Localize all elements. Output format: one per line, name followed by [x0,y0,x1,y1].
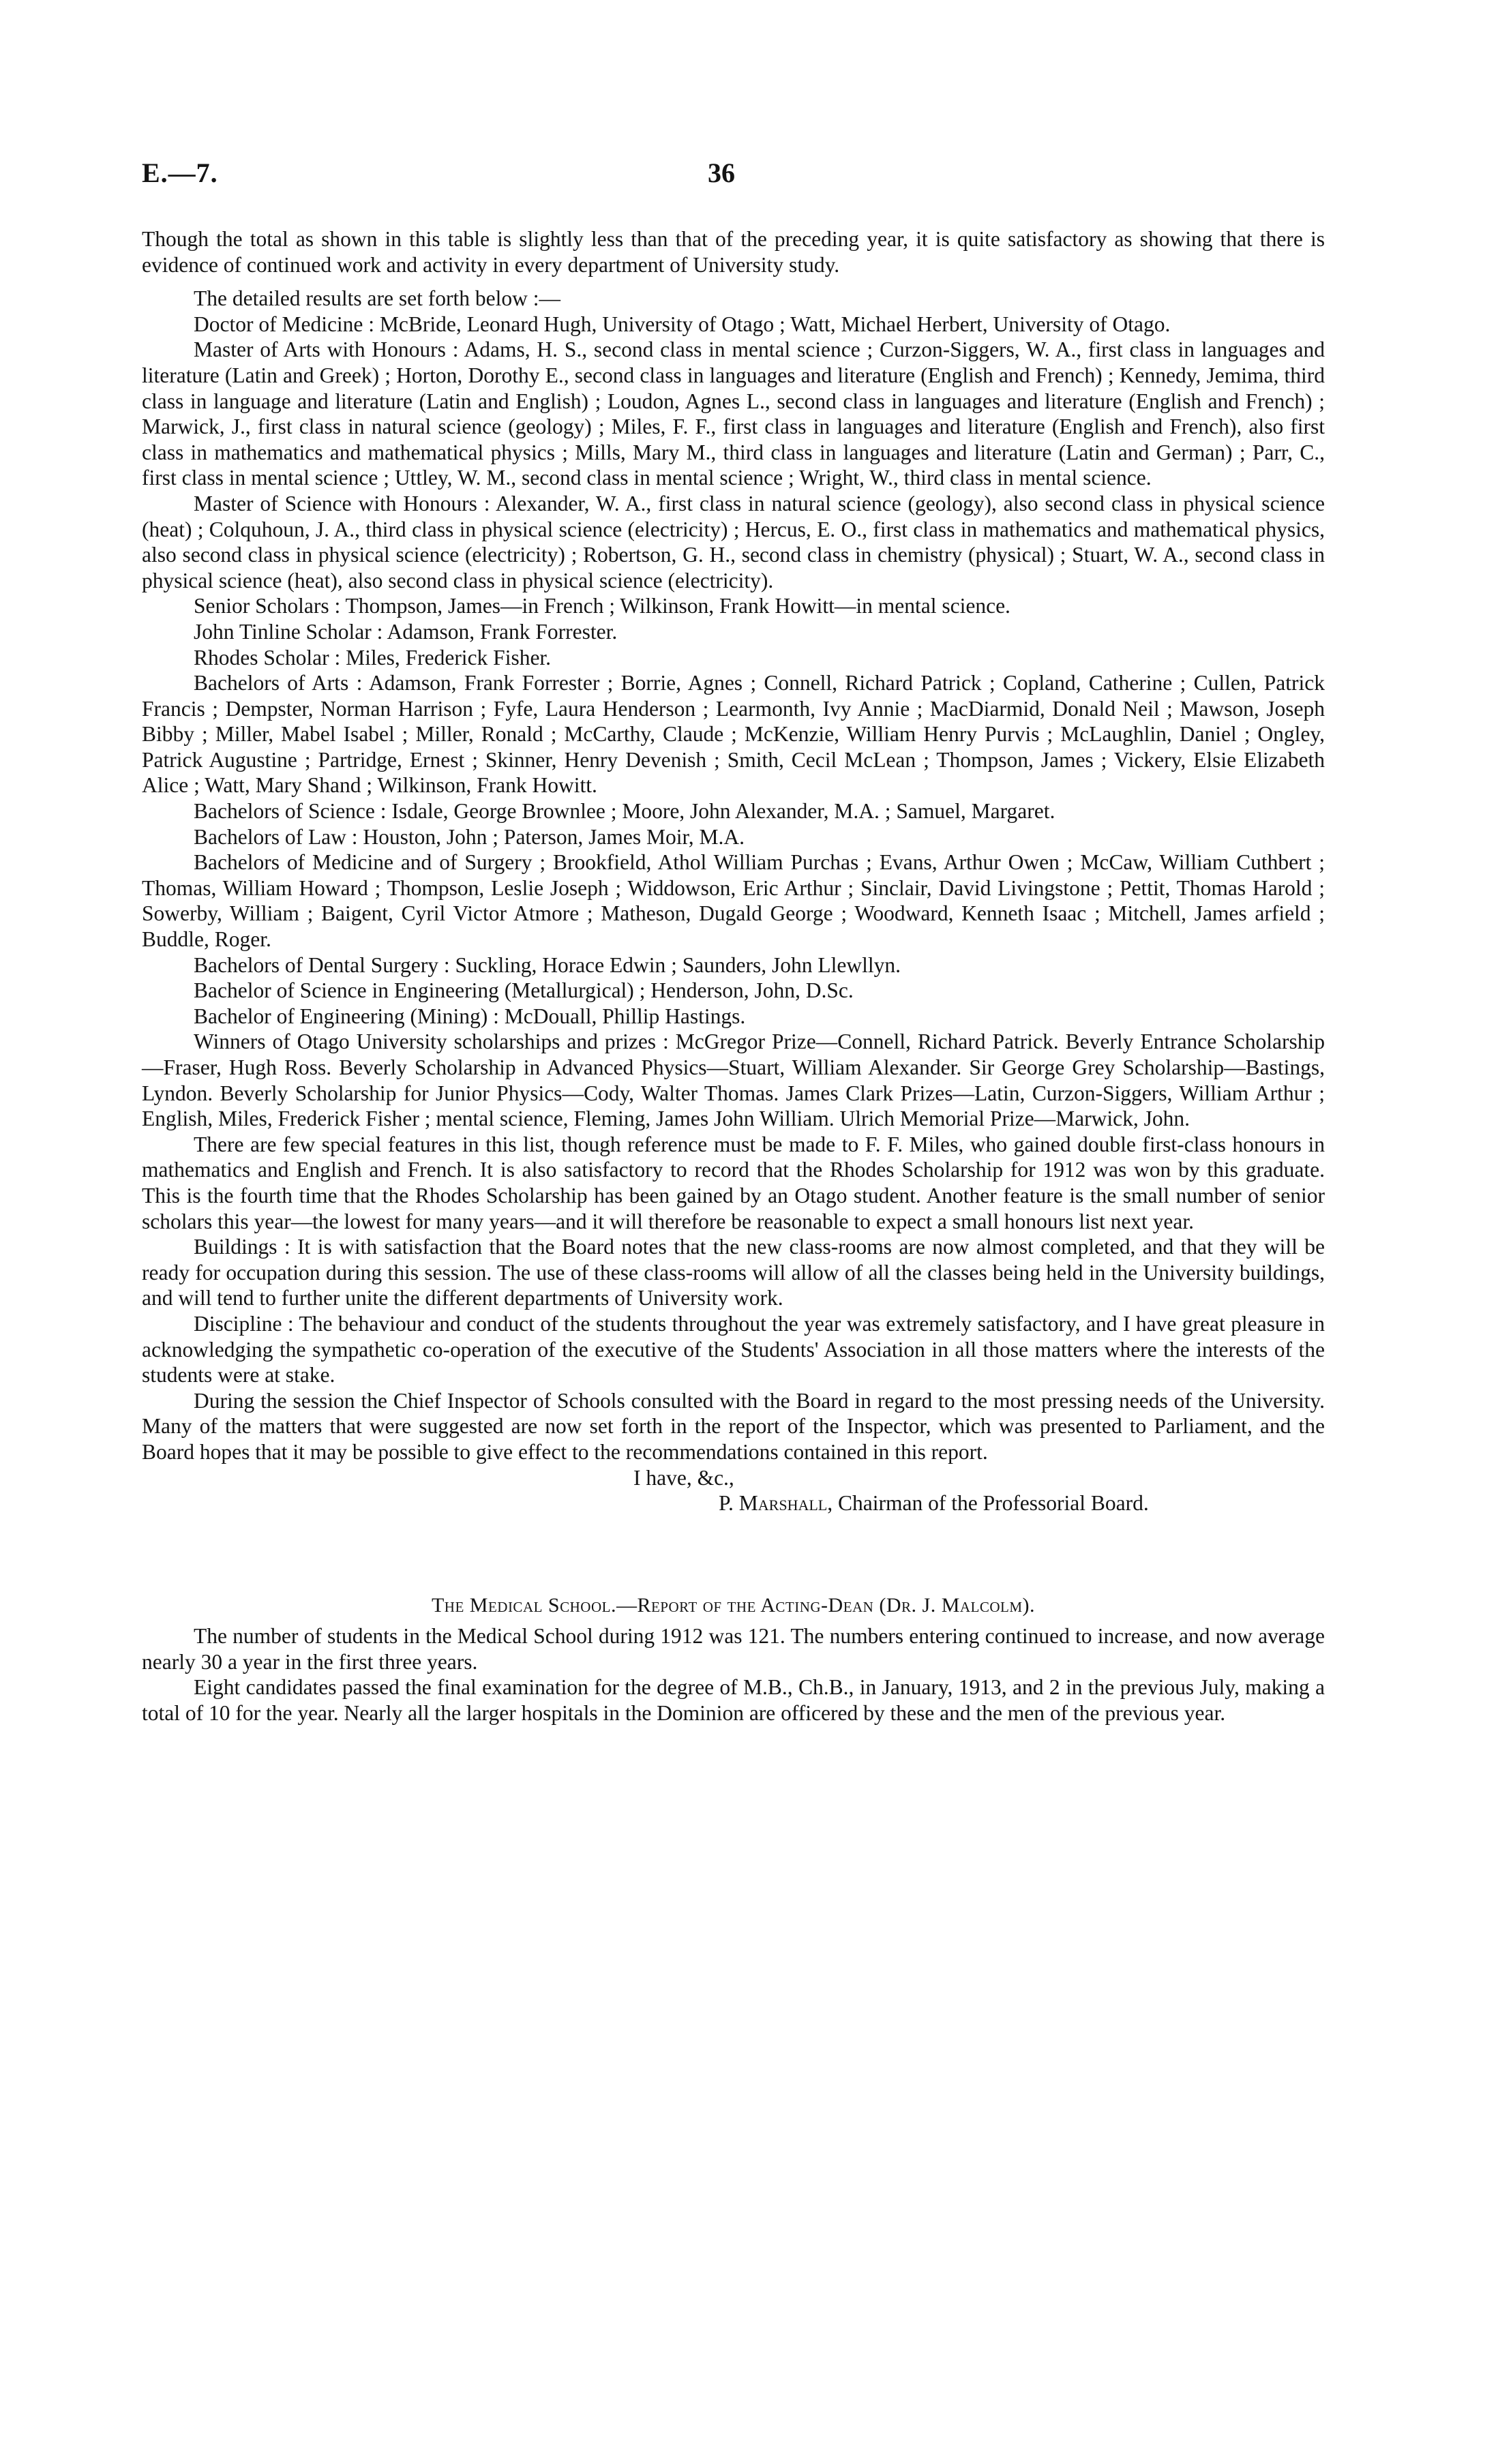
paragraph-doctor-of-medicine: Doctor of Medicine : McBride, Leonard Hugh, University of Otago ; Watt, Michael Herbert, University of Otago. [194,312,1171,336]
paragraph-rhodes-scholar: Rhodes Scholar : Miles, Frederick Fisher. [194,645,552,670]
paragraph-medical-graduates: Eight candidates passed the final examination for the degree of M.B., Ch.B., in January, 1913, and 2 in the previous July, making a total of 10 for the year. Nearly all the larger hospitals in the Dominion are officered by these and the men of the previous year. [142,1675,1325,1726]
paragraph-dental-surgery: Bachelors of Dental Surgery : Suckling, Horace Edwin ; Saunders, John Llewllyn. [194,952,901,977]
paragraph-bachelors-of-arts: Bachelors of Arts : Adamson, Frank Forrester ; Borrie, Agnes ; Connell, Richard Patrick ; Copland, Catherine ; Cullen, Patrick Francis ; Dempster, Norman Harrison ; Fyfe, Laura Henderson ; Learmonth, Ivy Annie ; MacDiarmid, Donald Neil ; Mawson, Joseph Bibby ; Miller, Mabel Isabel ; Miller, Ronald ; McCarthy, Claude ; McKenzie, William Henry Purvis ; McLaughlin, Daniel ; Ongley, Patrick Augustine ; Partridge, Ernest ; Skinner, Henry Devenish ; Smith, Cecil McLean ; Thompson, James ; Vickery, Elsie Elizabeth Alice ; Watt, Mary Shand ; Wilkinson, Frank Howitt. [142,671,1325,798]
page-header [142,157,1325,198]
paragraph-chief-inspector: During the session the Chief Inspector of Schools consulted with the Board in regard to the most pressing needs of the University. Many of the matters that were suggested are now set forth in the report of the Inspector, which was presented to Parliament, and the Board hopes that it may be possible to give effect to the recommendations contained in this report. [142,1388,1325,1464]
paragraph-detailed-results: The detailed results are set forth below :— [194,286,560,311]
paragraph-medical-students: The number of students in the Medical School during 1912 was 121. The numbers entering continued to increase, and now average nearly 30 a year in the first three years. [142,1624,1325,1674]
signer-name: P. Marshall, [719,1491,833,1516]
paragraph-engineering-mining: Bachelor of Engineering (Mining) : McDouall, Phillip Hastings. [194,1004,746,1028]
paragraph-science-engineering: Bachelor of Science in Engineering (Metallurgical) ; Henderson, John, D.Sc. [194,978,854,1003]
page-number: 36 [708,157,735,188]
section-title-medical-school: The Medical School.—Report of the Acting-Dean (Dr. J. Malcolm). [431,1593,1036,1617]
signoff-closing: I have, &c., [633,1465,734,1490]
paragraph-buildings: Buildings : It is with satisfaction that the Board notes that the new class-rooms are now almost completed, and that they will be ready for occupation during this session. The use of these class-rooms will allow of all the classes being held in the University buildings, and will tend to further unite the different departments of University work. [142,1235,1325,1310]
paragraph-special-features: There are few special features in this list, though reference must be made to F. F. Miles, who gained double first-class honours in mathematics and English and French. It is also satisfactory to record that the Rhodes Scholarship for 1912 was won by this graduate. This is the fourth time that the Rhodes Scholarship has been gained by an Otago student. Another feature is the small number of senior scholars this year—the lowest for many years—and it will therefore be reasonable to expect a small honours list next year. [142,1132,1325,1233]
paragraph-master-of-arts: Master of Arts with Honours : Adams, H. S., second class in mental science ; Curzon-Siggers, W. A., first class in languages and literature (Latin and Greek) ; Horton, Dorothy E., second class in languages and literature (English and French) ; Kennedy, Jemima, third class in language and literature (Latin and English) ; Loudon, Agnes L., second class in languages and literature (English and French) ; Marwick, J., first class in natural science (geology) ; Miles, F. F., first class in languages and literature (English and French), also first class in mathematics and mathematical physics ; Mills, Mary M., third class in languages and literature (Latin and German) ; Parr, C., first class in mental science ; Uttley, W. M., second class in mental science ; Wright, W., third class in mental science. [142,337,1325,490]
signoff-signature [142,1490,1325,1516]
paragraph-tinline-scholar: John Tinline Scholar : Adamson, Frank Forrester. [194,619,618,644]
page-body [142,226,1325,1726]
paragraph-senior-scholars: Senior Scholars : Thompson, James—in French ; Wilkinson, Frank Howitt—in mental science. [194,594,1010,618]
page-code: E.—7. [142,157,218,188]
signer-title: Chairman of the Professorial Board. [838,1491,1149,1516]
paragraph-bachelors-of-science: Bachelors of Science : Isdale, George Brownlee ; Moore, John Alexander, M.A. ; Samuel, Margaret. [194,799,1055,824]
paragraph-bachelors-of-medicine: Bachelors of Medicine and of Surgery ; Brookfield, Athol William Purchas ; Evans, Arthur Owen ; McCaw, William Cuthbert ; Thomas, William Howard ; Thompson, Leslie Joseph ; Widdowson, Eric Arthur ; Sinclair, David Livingstone ; Pettit, Thomas Harold ; Sowerby, William ; Baigent, Cyril Victor Atmore ; Matheson, Dugald George ; Woodward, Kenneth Isaac ; Mitchell, James arfield ; Buddle, Roger. [142,850,1325,952]
paragraph-discipline: Discipline : The behaviour and conduct of the students throughout the year was extremely satisfactory, and I have great pleasure in acknowledging the sympathetic co-operation of the executive of the Students' Association in all those matters where the interests of the students were at stake. [142,1311,1325,1387]
paragraph-scholarship-winners: Winners of Otago University scholarships and prizes : McGregor Prize—Connell, Richard Patrick. Beverly Entrance Scholarship—Fraser, Hugh Ross. Beverly Scholarship in Advanced Physics—Stuart, William Alexander. Sir George Grey Scholarship—Bastings, Lyndon. Beverly Scholarship for Junior Physics—Cody, Walter Thomas. James Clark Prizes—Latin, Curzon-Siggers, William Arthur ; English, Miles, Frederick Fisher ; mental science, Fleming, James John William. Ulrich Memorial Prize—Marwick, John. [142,1030,1325,1131]
paragraph-intro: Though the total as shown in this table is slightly less than that of the preceding year, it is quite satisfactory as showing that there is evidence of continued work and activity in every department of University study. [142,227,1325,277]
paragraph-bachelors-of-law: Bachelors of Law : Houston, John ; Paterson, James Moir, M.A. [194,824,745,849]
paragraph-master-of-science: Master of Science with Honours : Alexander, W. A., first class in natural science (geology), also second class in physical science (heat) ; Colquhoun, J. A., third class in physical science (electricity) ; Hercus, E. O., first class in mathematics and mathematical physics, also second class in physical science (electricity) ; Robertson, G. H., second class in chemistry (physical) ; Stuart, W. A., second class in physical science (heat), also second class in physical science (electricity). [142,491,1325,592]
